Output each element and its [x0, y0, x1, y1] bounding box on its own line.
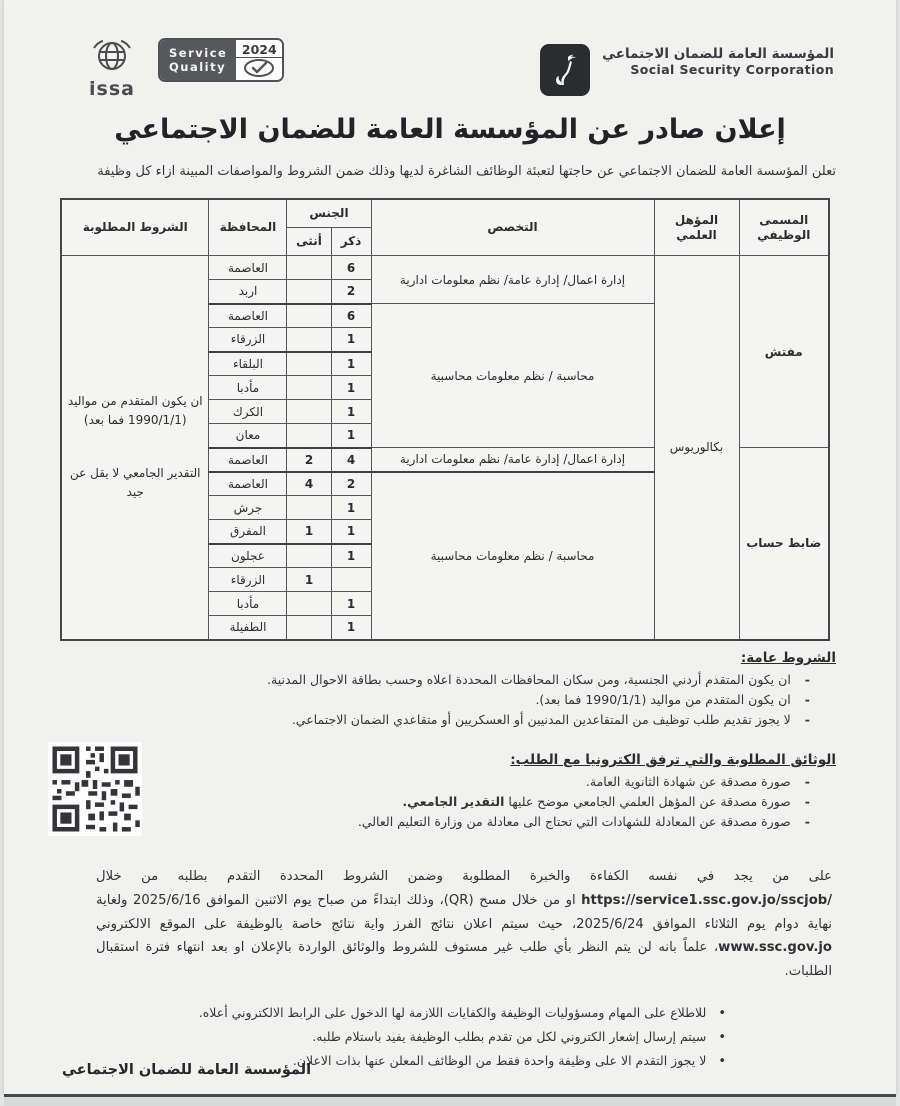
cell-specialization: إدارة اعمال/ إدارة عامة/ نظم معلومات ادارية	[371, 256, 654, 304]
issa-wordmark: issa	[89, 78, 135, 100]
cell-female-count	[287, 328, 331, 352]
cell-governorate: البلقاء	[209, 352, 287, 376]
cell-female-count	[287, 496, 331, 520]
cell-governorate: العاصمة	[209, 304, 287, 328]
cell-governorate: الزرقاء	[209, 328, 287, 352]
website-url: www.ssc.gov.jo	[718, 940, 832, 956]
cell-male-count: 2	[331, 280, 371, 304]
page-bottom-margin	[4, 1097, 896, 1106]
header-governorate: المحافظة	[209, 199, 287, 256]
cell-governorate: جرش	[209, 496, 287, 520]
list-item: - ان يكون المتقدم من مواليد (1990/1/1 فما بعد).	[64, 690, 810, 710]
badge-year-panel	[236, 40, 282, 80]
org-names	[602, 46, 834, 77]
general-conditions-section	[64, 650, 836, 730]
table-row	[61, 256, 829, 280]
cell-female-count: 4	[287, 472, 331, 496]
cell-governorate: عجلون	[209, 544, 287, 568]
cell-female-count	[287, 592, 331, 616]
cell-specialization: محاسبة / نظم معلومات محاسبية	[371, 472, 654, 640]
cell-female-count	[287, 280, 331, 304]
cell-qualification: بكالوريوس	[654, 256, 739, 640]
cell-specialization: إدارة اعمال/ إدارة عامة/ نظم معلومات ادارية	[371, 448, 654, 472]
list-item: - لا يجوز تقديم طلب توظيف من المتقاعدين المدنيين أو العسكريين أو متقاعدي الضمان الاجتماعي.	[64, 710, 810, 730]
header-required-conditions: الشروط المطلوبة	[61, 199, 209, 256]
list-item: • لا يجوز التقدم الا على وظيفة واحدة فقط من الوظائف المعلن عنها بذات الاعلان.	[64, 1050, 726, 1074]
cell-job-title: مفتش	[739, 256, 829, 448]
intro-paragraph: تعلن المؤسسة العامة للضمان الاجتماعي عن حاجتها لتعبئة الوظائف الشاغرة لديها وذلك ضمن الشروط والمواصفات المبينة ازاء كل وظيفة	[97, 164, 836, 179]
cell-governorate: العاصمة	[209, 256, 287, 280]
cell-governorate: اربد	[209, 280, 287, 304]
application-paragraph: على من يجد في نفسه الكفاءة والخبرة المطلوبة وضمن الشروط المحددة التقدم بطلبه من خلال https://service1.ssc.gov.jo/sscjob/ او من خلال مسح (QR)، وذلك ابتداءً من صباح يوم الاثنين الموافق 2025/6/16 ولغاية نهاية دوام يوم الثلاثاء الموافق 2025/6/24، حيث سيتم اعلان نتائج الفرز واية نتائج خاصة بالوظيفة على الموقع الالكتروني www.ssc.gov.jo، علماً بانه لن يتم النظر بأي طلب غير مستوف للشروط والوثائق الواردة بالإعلان او بعد انتهاء فترة استقبال الطلبات.	[96, 869, 833, 980]
globe-icon	[89, 38, 135, 82]
cell-governorate: مأدبا	[209, 376, 287, 400]
header-qualification: المؤهل العلمي	[654, 199, 739, 256]
header-female: أنثى	[287, 228, 331, 256]
header-job-title: المسمى الوظيفي	[739, 199, 829, 256]
cell-governorate: المفرق	[209, 520, 287, 544]
header-male: ذكر	[331, 228, 371, 256]
cell-male-count: 1	[331, 424, 371, 448]
qr-code	[48, 742, 142, 836]
cell-female-count: 1	[287, 520, 331, 544]
org-name-english: Social Security Corporation	[630, 62, 834, 77]
cell-female-count: 2	[287, 448, 331, 472]
cell-female-count	[287, 256, 331, 280]
documents-section	[64, 752, 836, 832]
cell-governorate: معان	[209, 424, 287, 448]
cell-male-count: 1	[331, 376, 371, 400]
org-name-arabic: المؤسسة العامة للضمان الاجتماعي	[602, 46, 834, 62]
header-left	[82, 38, 284, 99]
list-item: - صورة مصدقة عن شهادة الثانوية العامة.	[64, 772, 810, 792]
cell-governorate: الكرك	[209, 400, 287, 424]
conditions-line: التقدير الجامعي لا يقل عن جيد	[70, 466, 201, 500]
general-conditions-heading: الشروط عامة:	[740, 650, 836, 666]
issa-logo	[82, 38, 142, 99]
documents-heading: الوثائق المطلوبة والتي ترفق الكترونيا مع الطلب:	[510, 752, 836, 768]
cell-governorate: العاصمة	[209, 448, 287, 472]
header-right	[540, 44, 834, 96]
list-item: • سيتم إرسال إشعار الكتروني لكل من تقدم بطلب الوظيفة يفيد باستلام طلبه.	[64, 1026, 726, 1050]
cell-male-count: 1	[331, 616, 371, 640]
cell-male-count: 4	[331, 448, 371, 472]
cell-male-count: 1	[331, 328, 371, 352]
cell-male-count: 1	[331, 520, 371, 544]
list-item: - صورة مصدقة عن المؤهل العلمي الجامعي موضح عليها التقدير الجامعي.	[64, 792, 810, 812]
cell-female-count	[287, 616, 331, 640]
scanned-announcement-page	[4, 0, 896, 1094]
cell-female-count	[287, 400, 331, 424]
service-quality-badge	[158, 38, 284, 82]
cell-male-count: 1	[331, 400, 371, 424]
cell-male-count: 6	[331, 304, 371, 328]
cell-male-count: 2	[331, 472, 371, 496]
cell-female-count	[287, 352, 331, 376]
footer-signature: المؤسسة العامة للضمان الاجتماعي	[62, 1062, 312, 1078]
cell-male-count: 1	[331, 592, 371, 616]
cell-male-count: 1	[331, 496, 371, 520]
cell-female-count	[287, 424, 331, 448]
header-gender: الجنس	[287, 199, 371, 228]
application-url: https://service1.ssc.gov.jo/sscjob/	[581, 892, 833, 908]
cell-governorate: الزرقاء	[209, 568, 287, 592]
vacancies-table	[60, 198, 830, 641]
page-title: إعلان صادر عن المؤسسة العامة للضمان الاجتماعي	[114, 114, 786, 146]
cell-female-count	[287, 376, 331, 400]
cell-female-count	[287, 544, 331, 568]
header-specialization: التخصص	[371, 199, 654, 256]
cell-male-count: 1	[331, 352, 371, 376]
service-quality-label: Service Quality	[160, 40, 236, 80]
list-item: - صورة مصدقة عن المعادلة للشهادات التي تحتاج الى معادلة من وزارة التعليم العالي.	[64, 812, 810, 832]
ssc-logo-icon	[540, 44, 590, 96]
cell-female-count: 1	[287, 568, 331, 592]
general-conditions-list	[64, 670, 836, 730]
cell-job-title: ضابط حساب	[739, 448, 829, 640]
cell-male-count: 1	[331, 544, 371, 568]
conditions-line: ان يكون المتقدم من مواليد (1990/1/1 فما بعد)	[67, 393, 203, 428]
badge-year: 2024	[236, 40, 282, 58]
checkmark-icon	[242, 58, 276, 82]
cell-governorate: مأدبا	[209, 592, 287, 616]
list-item: - ان يكون المتقدم أردني الجنسية، ومن سكان المحافظات المحددة اعلاه وحسب بطاقة الاحوال المدنية.	[64, 670, 810, 690]
cell-required-conditions	[61, 256, 209, 640]
cell-specialization: محاسبة / نظم معلومات محاسبية	[371, 304, 654, 448]
cell-male-count: 6	[331, 256, 371, 280]
list-item: • للاطلاع على المهام ومسؤوليات الوظيفة والكفايات اللازمة لها الدخول على الرابط الالكتروني أعلاه.	[64, 1002, 726, 1026]
documents-list	[64, 772, 836, 832]
cell-governorate: الطفيلة	[209, 616, 287, 640]
cell-female-count	[287, 304, 331, 328]
cell-governorate: العاصمة	[209, 472, 287, 496]
cell-male-count	[331, 568, 371, 592]
